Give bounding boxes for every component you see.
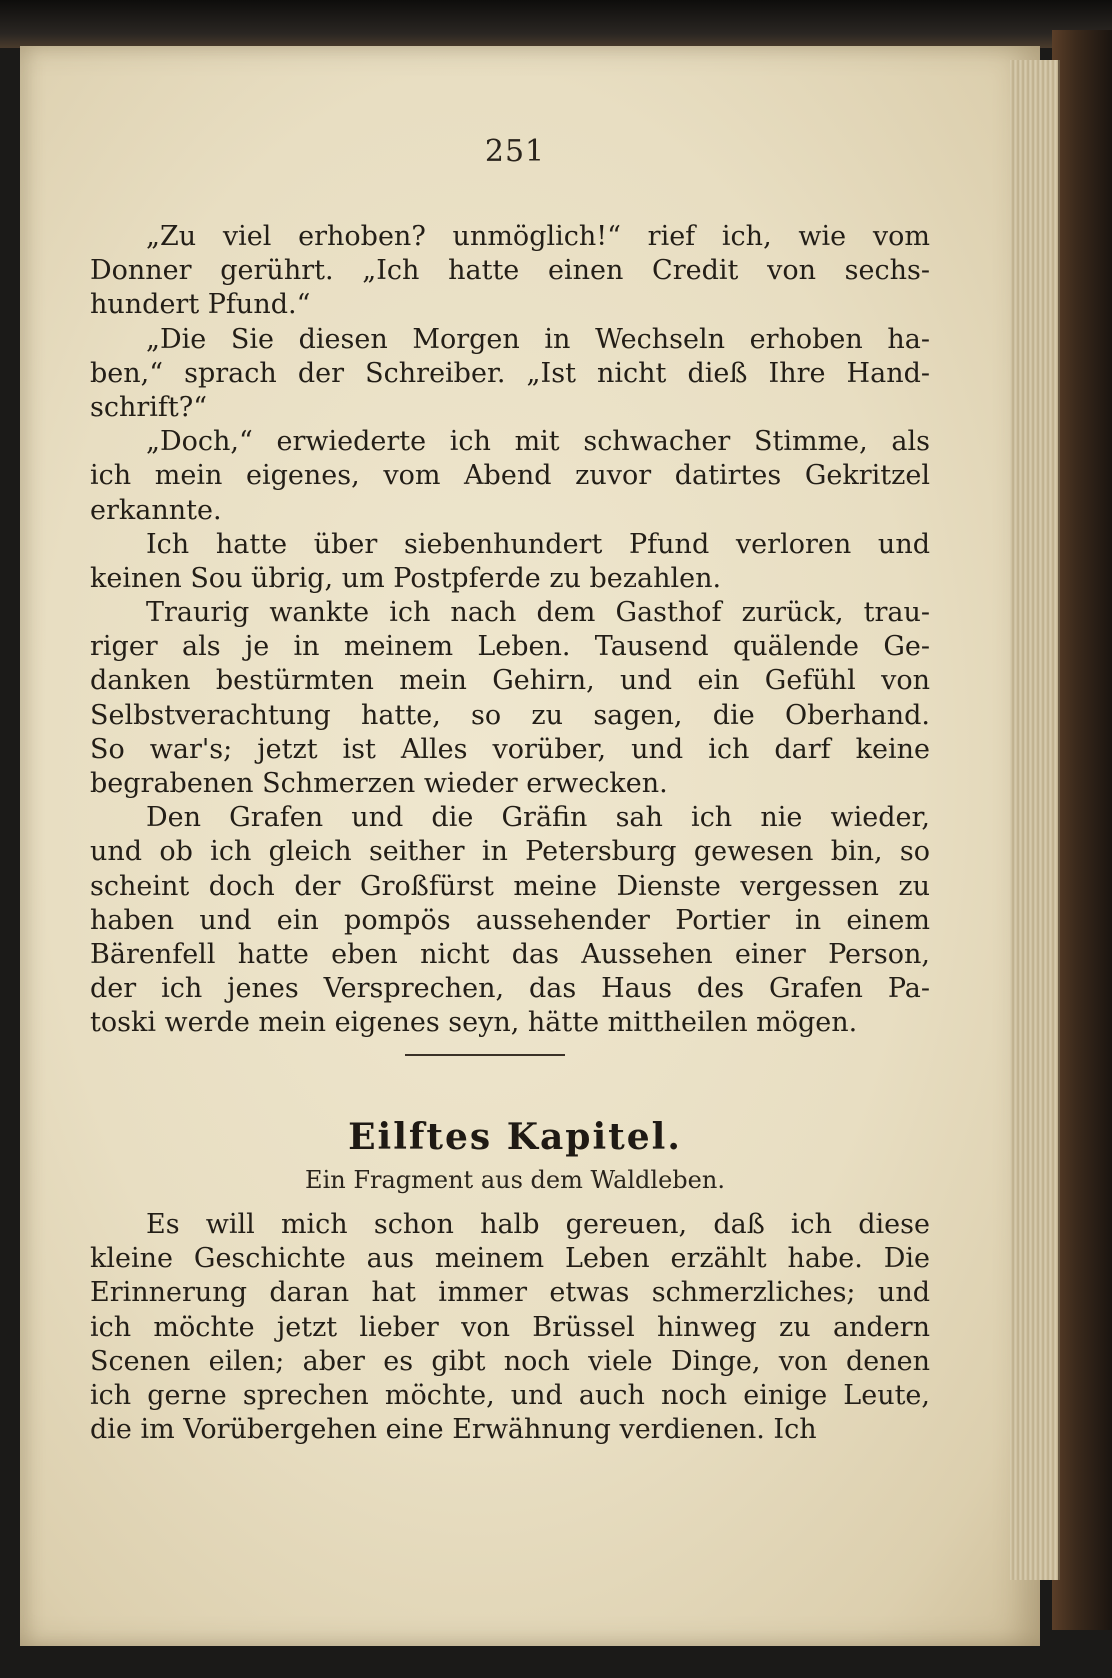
text-line: ich mein eigenes, vom Abend zuvor datirtes Gekritzel bbox=[90, 460, 930, 492]
text-line: „Die Sie diesen Morgen in Wechseln erhoben ha- bbox=[146, 323, 930, 355]
chapter-title: Eilftes Kapitel. bbox=[348, 1116, 682, 1158]
text-line: keinen Sou übrig, um Postpferde zu bezahlen. bbox=[90, 562, 722, 594]
text-block-top bbox=[90, 220, 930, 1041]
paragraph bbox=[90, 801, 930, 1040]
text-line: „Zu viel erhoben? unmöglich!“ rief ich, wie vom bbox=[146, 221, 930, 252]
chapter-subtitle: Ein Fragment aus dem Waldleben. bbox=[305, 1166, 725, 1194]
book-cover-edge bbox=[1052, 30, 1112, 1630]
text-line: Erinnerung daran hat immer etwas schmerzliches; und bbox=[90, 1277, 930, 1309]
text-line: Es will mich schon halb gereuen, daß ich diese bbox=[146, 1209, 930, 1240]
text-line: und ob ich gleich seither in Petersburg gewesen bin, so bbox=[90, 836, 930, 868]
paragraph bbox=[90, 425, 930, 528]
book-binding-top bbox=[0, 0, 1112, 48]
text-line: So war's; jetzt ist Alles vorüber, und ich darf keine bbox=[90, 733, 930, 765]
text-line: der ich jenes Versprechen, das Haus des Grafen Pa- bbox=[90, 973, 930, 1005]
page-number: 251 bbox=[484, 134, 546, 169]
text-line: ich möchte jetzt lieber von Brüssel hinweg zu andern bbox=[90, 1311, 930, 1343]
book-page bbox=[20, 46, 1040, 1646]
text-line: Donner gerührt. „Ich hatte einen Credit von sechs- bbox=[90, 255, 930, 287]
text-line: Traurig wankte ich nach dem Gasthof zurück, trau- bbox=[146, 597, 930, 629]
text-line: scheint doch der Großfürst meine Dienste vergessen zu bbox=[90, 870, 930, 902]
text-line: die im Vorübergehen eine Erwähnung verdienen. Ich bbox=[90, 1414, 817, 1446]
text-line: Scenen eilen; aber es gibt noch viele Dinge, von denen bbox=[90, 1345, 930, 1377]
text-line: ben,“ sprach der Schreiber. „Ist nicht dieß Ihre Hand- bbox=[90, 357, 930, 389]
text-line: danken bestürmten mein Gehirn, und ein Gefühl von bbox=[90, 665, 930, 697]
text-line: Selbstverachtung hatte, so zu sagen, die Oberhand. bbox=[90, 699, 930, 731]
text-line: „Doch,“ erwiederte ich mit schwacher Stimme, als bbox=[146, 426, 930, 458]
section-divider bbox=[405, 1054, 565, 1056]
text-line: ich gerne sprechen möchte, und auch noch einige Leute, bbox=[90, 1379, 930, 1411]
text-block-chapter bbox=[90, 1208, 930, 1447]
text-line: kleine Geschichte aus meinem Leben erzählt habe. Die bbox=[90, 1243, 930, 1275]
text-line: Bärenfell hatte eben nicht das Aussehen einer Person, bbox=[90, 938, 930, 970]
text-line: Ich hatte über siebenhundert Pfund verloren und bbox=[146, 528, 930, 560]
paragraph bbox=[90, 323, 930, 426]
text-line: Den Grafen und die Gräfin sah ich nie wieder, bbox=[146, 802, 930, 834]
text-line: erkannte. bbox=[90, 494, 222, 526]
text-line: hundert Pfund.“ bbox=[90, 289, 311, 321]
text-line: riger als je in meinem Leben. Tausend quälende Ge- bbox=[90, 631, 930, 663]
text-line: toski werde mein eigenes seyn, hätte mittheilen mögen. bbox=[90, 1007, 858, 1039]
paragraph bbox=[90, 596, 930, 801]
paragraph bbox=[90, 528, 930, 596]
text-line: haben und ein pompös aussehender Portier in einem bbox=[90, 904, 930, 936]
page-edges bbox=[1010, 60, 1060, 1580]
paragraph bbox=[90, 220, 930, 323]
text-line: schrift?“ bbox=[90, 391, 208, 423]
text-line: begrabenen Schmerzen wieder erwecken. bbox=[90, 768, 668, 799]
paragraph bbox=[90, 1208, 930, 1447]
